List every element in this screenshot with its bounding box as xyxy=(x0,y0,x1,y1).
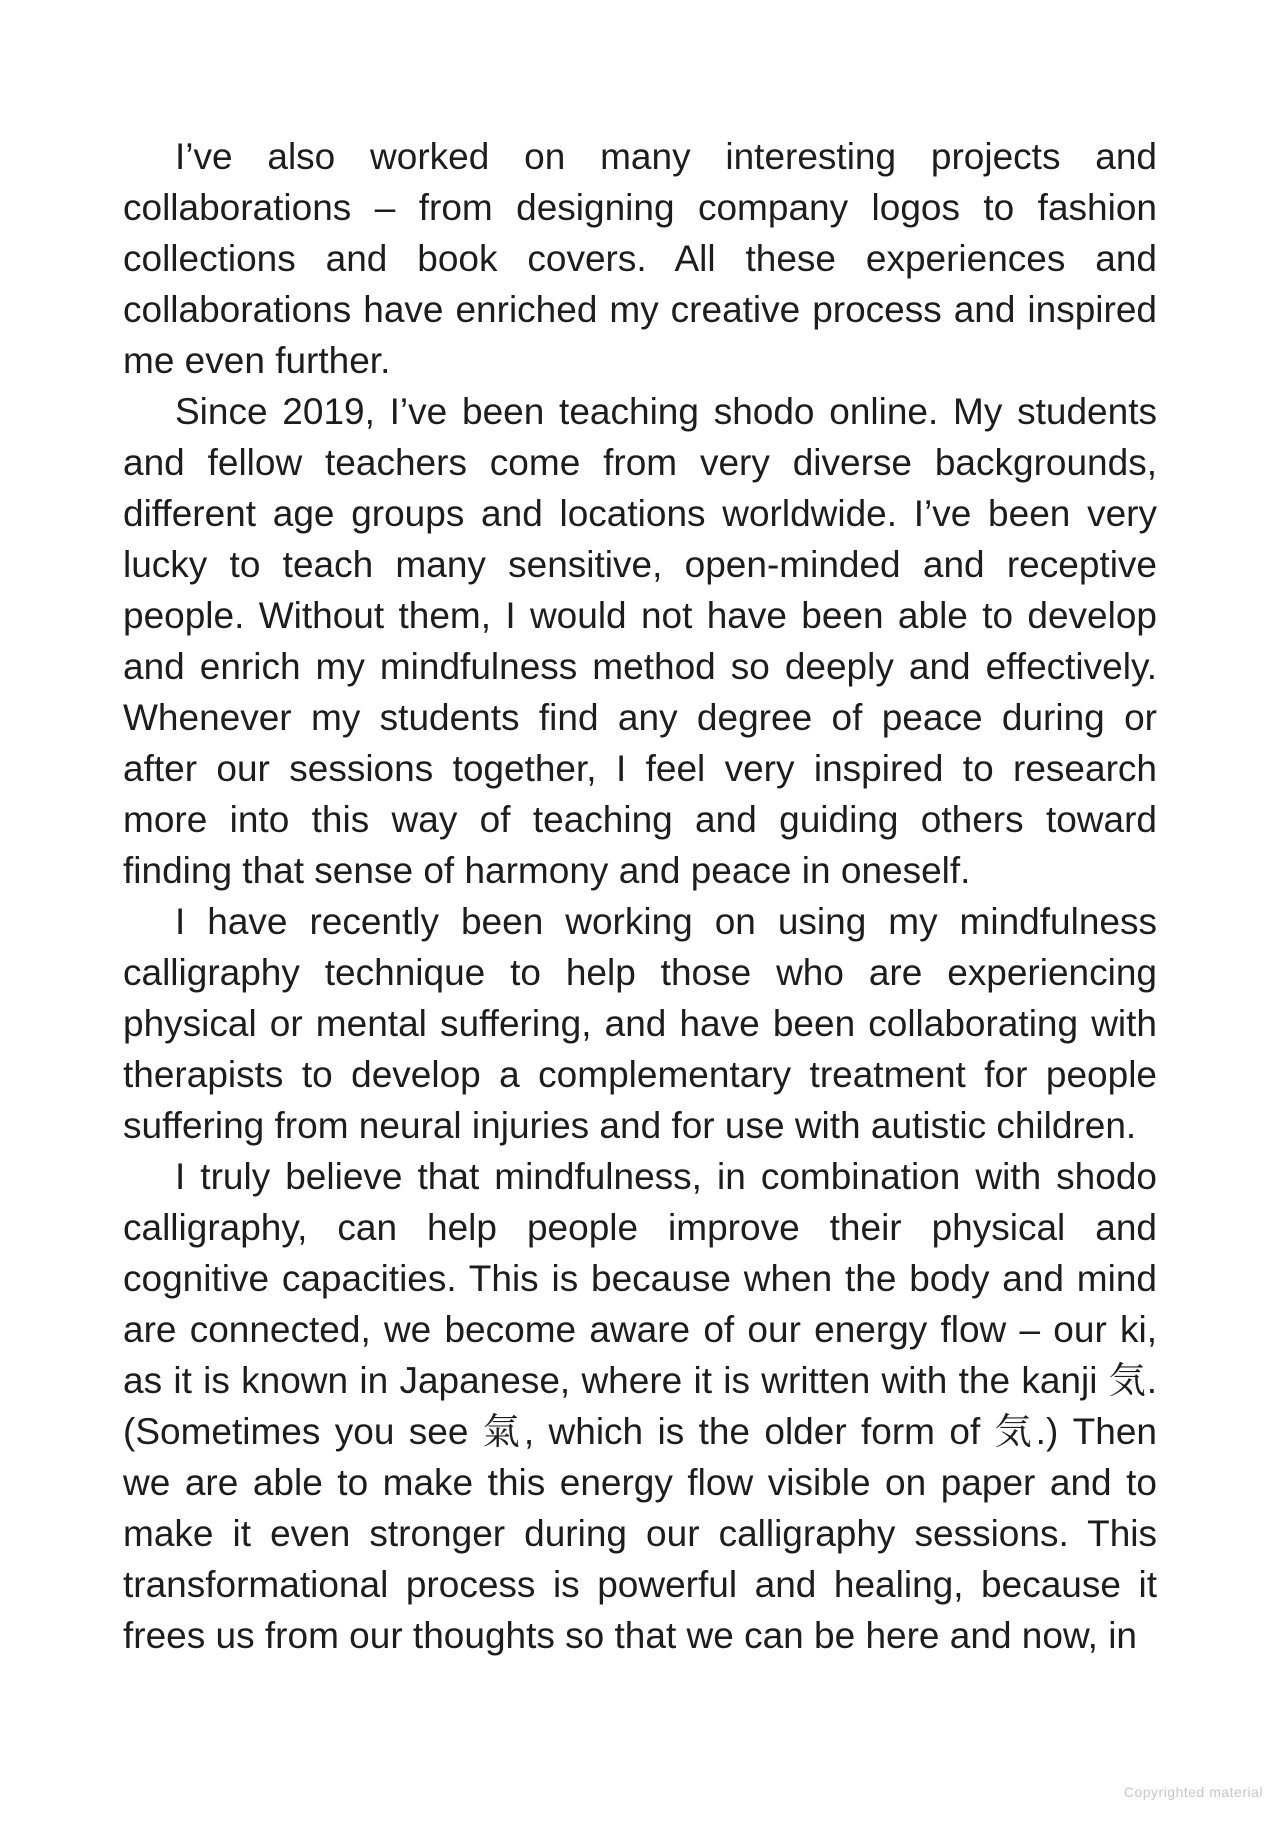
paragraph-3: I have recently been working on using my mindfulness calligraphy technique to help those who are experiencing physical or mental suffering, and have been collaborating with therapists to develop a complementary treatment for people suffering from neural injuries and for use with autistic children. xyxy=(123,901,1157,1146)
paragraph-1: I’ve also worked on many interesting projects and collaborations – from designing company logos to fashion collections and book covers. All these experiences and collaborations have enriched my creative process and inspired me even further. xyxy=(123,136,1157,381)
paragraph-4: I truly believe that mindfulness, in combination with shodo calligraphy, can help people improve their physical and cognitive capacities. This is because when the body and mind are connected, we become aware of our energy flow – our ki, as it is known in Japanese, where it is written with the kanji 気. (Sometimes you see 氣, which is the older form of 気.) Then we are able to make this energy flow visible on paper and to make it even stronger during our calligraphy sessions. This transformational process is powerful and healing, because it frees us from our thoughts so that we can be here and now, in xyxy=(123,1156,1157,1656)
body-text xyxy=(123,131,1157,1661)
paragraph-2: Since 2019, I’ve been teaching shodo online. My students and fellow teachers come from very diverse backgrounds, different age groups and locations worldwide. I’ve been very lucky to teach many sensitive, open-minded and receptive people. Without them, I would not have been able to develop and enrich my mindfulness method so deeply and effectively. Whenever my students find any degree of peace during or after our sessions together, I feel very inspired to research more into this way of teaching and guiding others toward finding that sense of harmony and peace in oneself. xyxy=(123,391,1157,891)
copyright-watermark: Copyrighted material xyxy=(1123,1784,1263,1800)
